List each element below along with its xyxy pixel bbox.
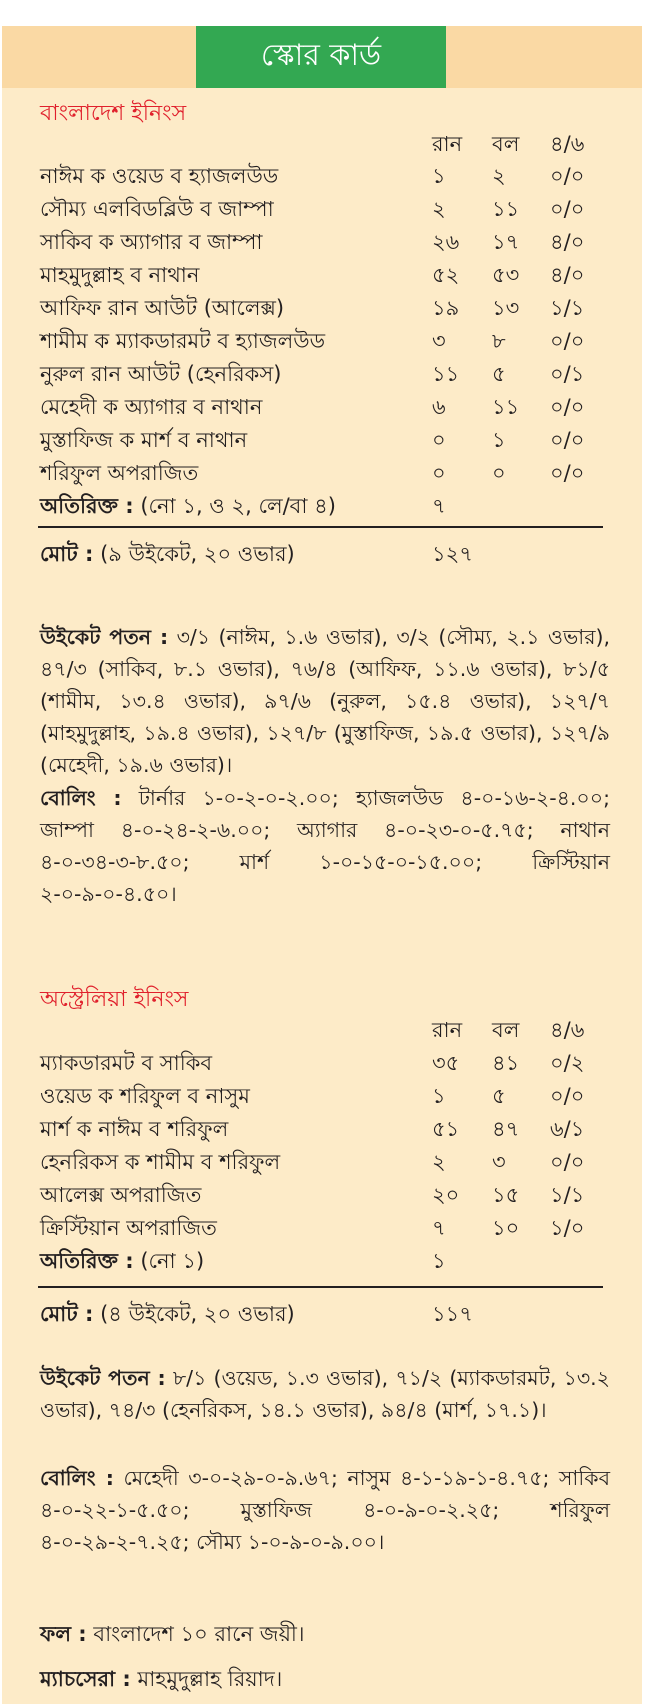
fow-label: উইকেট পতন :	[40, 1366, 166, 1390]
batter-fours-sixes: ১/১	[550, 1183, 585, 1207]
batter-balls: ১৫	[492, 1183, 520, 1207]
batter-fours-sixes: ৪/০	[550, 230, 585, 254]
batter-name: আলেক্স অপরাজিত	[40, 1183, 202, 1207]
batter-runs: ৭	[432, 1216, 446, 1240]
column-runs: রান	[432, 132, 463, 156]
batter-balls: ৫	[492, 362, 506, 386]
total-divider	[38, 1286, 603, 1288]
batter-row	[40, 457, 610, 490]
fow-text: ৩/১ (নাঈম, ১.৬ ওভার), ৩/২ (সৌম্য, ২.১ ওভার), ৪৭/৩ (সাকিব, ৮.১ ওভার), ৭৬/৪ (আফিফ, ১১.৬ ওভার), ৮১/৫ (শামীম, ১৩.৪ ওভার), ৯৭/৬ (নুরুল, ১৫.৪ ওভার), ১২৭/৭ (মাহমুদুল্লাহ, ১৯.৪ ওভার), ১২৭/৮ (মুস্তাফিজ, ১৯.৫ ওভার), ১২৭/৯ (মেহেদী, ১৯.৬ ওভার)।	[40, 625, 610, 777]
batter-row	[40, 325, 610, 358]
batter-fours-sixes: ০/২	[550, 1051, 585, 1075]
extras-label: অতিরিক্ত :	[40, 1249, 134, 1273]
bowling-text: টার্নার ১-০-২-০-২.০০; হ্যাজলউড ৪-০-১৬-২-৪.০০; জাম্পা ৪-০-২৪-২-৬.০০; অ্যাগার ৪-০-২৩-০-৫.৭৫; নাথান ৪-০-৩৪-৩-৮.৫০; মার্শ ১-০-১৫-০-১৫.০০; ক্রিস্টিয়ান ২-০-৯-০-৪.৫০।	[40, 786, 610, 906]
batter-balls: ১৭	[492, 230, 520, 254]
batter-runs: ১৯	[432, 296, 460, 320]
batter-name: নাঈম ক ওয়েড ব হ্যাজলউড	[40, 164, 279, 188]
batter-name: আফিফ রান আউট (আলেক্স)	[40, 296, 285, 320]
batter-fours-sixes: ১/১	[550, 296, 585, 320]
batter-row	[40, 259, 610, 292]
batter-name: মার্শ ক নাঈম ব শরিফুল	[40, 1117, 229, 1141]
bowling-label: বোলিং :	[40, 1466, 114, 1490]
extras-row	[40, 1245, 610, 1278]
fow-text: ৮/১ (ওয়েড, ১.৩ ওভার), ৭১/২ (ম্যাকডারমট, ১৩.২ ওভার), ৭৪/৩ (হেনরিকস, ১৪.১ ওভার), ৯৪/৪ (মার্শ, ১৭.১)।	[40, 1366, 610, 1422]
scorecard	[2, 26, 642, 1704]
batter-balls: ১১	[492, 395, 520, 419]
batter-runs: ৫২	[432, 263, 460, 287]
batter-row	[40, 160, 610, 193]
batter-fours-sixes: ০/০	[550, 1084, 585, 1108]
batter-balls: ১১	[492, 197, 520, 221]
batter-balls: ৩	[492, 1150, 506, 1174]
batter-balls: ১	[492, 428, 506, 452]
bowling-figures	[40, 782, 610, 910]
batter-name: সৌম্য এলবিডব্লিউ ব জাম্পা	[40, 197, 274, 221]
innings1-column-headers	[40, 128, 610, 161]
extras-value: ১	[432, 1249, 446, 1273]
batter-balls: ১৩	[492, 296, 520, 320]
batter-row	[40, 1113, 610, 1146]
batter-balls: ৮	[492, 329, 506, 353]
batter-runs: ২	[432, 1150, 446, 1174]
bowling-text: মেহেদী ৩-০-২৯-০-৯.৬৭; নাসুম ৪-১-১৯-১-৪.৭৫; সাকিব ৪-০-২২-১-৫.৫০; মুস্তাফিজ ৪-০-৯-০-২.২৫; শরিফুল ৪-০-২৯-২-৭.২৫; সৌম্য ১-০-৯-০-৯.০০।	[40, 1466, 610, 1554]
batter-row	[40, 292, 610, 325]
extras-detail: (নো ১, ও ২, লে/বা ৪)	[140, 494, 336, 518]
batter-balls: ৪৭	[492, 1117, 520, 1141]
batter-row	[40, 1212, 610, 1245]
batter-row	[40, 226, 610, 259]
batter-row	[40, 1047, 610, 1080]
batter-fours-sixes: ০/০	[550, 1150, 585, 1174]
batter-row	[40, 193, 610, 226]
batter-row	[40, 1146, 610, 1179]
batter-name: ক্রিস্টিয়ান অপরাজিত	[40, 1216, 217, 1240]
batter-balls: ২	[492, 164, 506, 188]
batter-fours-sixes: ০/০	[550, 164, 585, 188]
batter-balls: ০	[492, 461, 506, 485]
batter-row	[40, 1080, 610, 1113]
extras-row	[40, 490, 610, 523]
batter-balls: ৫	[492, 1084, 506, 1108]
total-divider	[38, 526, 603, 528]
batter-fours-sixes: ০/০	[550, 197, 585, 221]
total-label: মোট :	[40, 542, 94, 566]
batter-name: মেহেদী ক অ্যাগার ব নাথান	[40, 395, 263, 419]
batter-fours-sixes: ০/০	[550, 395, 585, 419]
batter-fours-sixes: ৬/১	[550, 1117, 585, 1141]
fall-of-wickets	[40, 1362, 610, 1426]
batter-row	[40, 1179, 610, 1212]
extras-detail: (নো ১)	[140, 1249, 205, 1273]
man-of-the-match	[40, 1663, 610, 1695]
batter-name: হেনরিকস ক শামীম ব শরিফুল	[40, 1150, 281, 1174]
batter-runs: ১	[432, 164, 446, 188]
batter-runs: ৩৫	[432, 1051, 460, 1075]
batter-runs: ৬	[432, 395, 446, 419]
batter-runs: ০	[432, 461, 446, 485]
batter-runs: ১	[432, 1084, 446, 1108]
batter-name: নুরুল রান আউট (হেনরিকস)	[40, 362, 282, 386]
batter-fours-sixes: ০/০	[550, 461, 585, 485]
batter-runs: ০	[432, 428, 446, 452]
batter-balls: ৫৩	[492, 263, 520, 287]
fall-of-wickets	[40, 621, 610, 781]
total-row	[40, 1298, 610, 1331]
batter-row	[40, 424, 610, 457]
total-detail: (৪ উইকেট, ২০ ওভার)	[100, 1302, 295, 1326]
batter-fours-sixes: ৪/০	[550, 263, 585, 287]
match-result	[40, 1618, 610, 1650]
result-text: বাংলাদেশ ১০ রানে জয়ী।	[93, 1622, 305, 1646]
batter-name: শামীম ক ম্যাকডারমট ব হ্যাজলউড	[40, 329, 326, 353]
batter-runs: ২	[432, 197, 446, 221]
column-runs: রান	[432, 1018, 463, 1042]
batter-name: সাকিব ক অ্যাগার ব জাম্পা	[40, 230, 263, 254]
innings1-title: বাংলাদেশ ইনিংস	[40, 101, 187, 126]
batter-balls: ১০	[492, 1216, 520, 1240]
scorecard-title: স্কোর কার্ড	[196, 26, 446, 88]
batter-name: ওয়েড ক শরিফুল ব নাসুম	[40, 1084, 250, 1108]
column-balls: বল	[492, 1018, 520, 1042]
batter-name: মাহমুদুল্লাহ ব নাথান	[40, 263, 200, 287]
innings2-title: অস্ট্রেলিয়া ইনিংস	[40, 987, 189, 1012]
motm-label: ম্যাচসেরা :	[40, 1667, 131, 1691]
batter-runs: ৩	[432, 329, 446, 353]
column-balls: বল	[492, 132, 520, 156]
batter-runs: ৫১	[432, 1117, 460, 1141]
total-detail: (৯ উইকেট, ২০ ওভার)	[100, 542, 295, 566]
batter-runs: ১১	[432, 362, 460, 386]
total-value: ১২৭	[432, 542, 473, 566]
batter-runs: ২৬	[432, 230, 460, 254]
extras-value: ৭	[432, 494, 446, 518]
result-label: ফল :	[40, 1622, 87, 1646]
batter-balls: ৪১	[492, 1051, 520, 1075]
motm-text: মাহমুদুল্লাহ রিয়াদ।	[137, 1667, 283, 1691]
batter-fours-sixes: ০/০	[550, 329, 585, 353]
total-row	[40, 538, 610, 571]
batter-fours-sixes: ০/০	[550, 428, 585, 452]
extras-label: অতিরিক্ত :	[40, 494, 134, 518]
batter-row	[40, 358, 610, 391]
batter-fours-sixes: ১/০	[550, 1216, 585, 1240]
batter-runs: ২০	[432, 1183, 460, 1207]
batter-fours-sixes: ০/১	[550, 362, 585, 386]
batter-row	[40, 391, 610, 424]
bowling-label: বোলিং :	[40, 786, 122, 810]
column-fours-sixes: ৪/৬	[550, 132, 585, 156]
total-value: ১১৭	[432, 1302, 473, 1326]
batter-name: শরিফুল অপরাজিত	[40, 461, 199, 485]
bowling-figures	[40, 1462, 610, 1558]
batter-name: মুস্তাফিজ ক মার্শ ব নাথান	[40, 428, 248, 452]
column-fours-sixes: ৪/৬	[550, 1018, 585, 1042]
fow-label: উইকেট পতন :	[40, 625, 169, 649]
innings2-column-headers	[40, 1014, 610, 1047]
batter-name: ম্যাকডারমট ব সাকিব	[40, 1051, 213, 1075]
total-label: মোট :	[40, 1302, 94, 1326]
